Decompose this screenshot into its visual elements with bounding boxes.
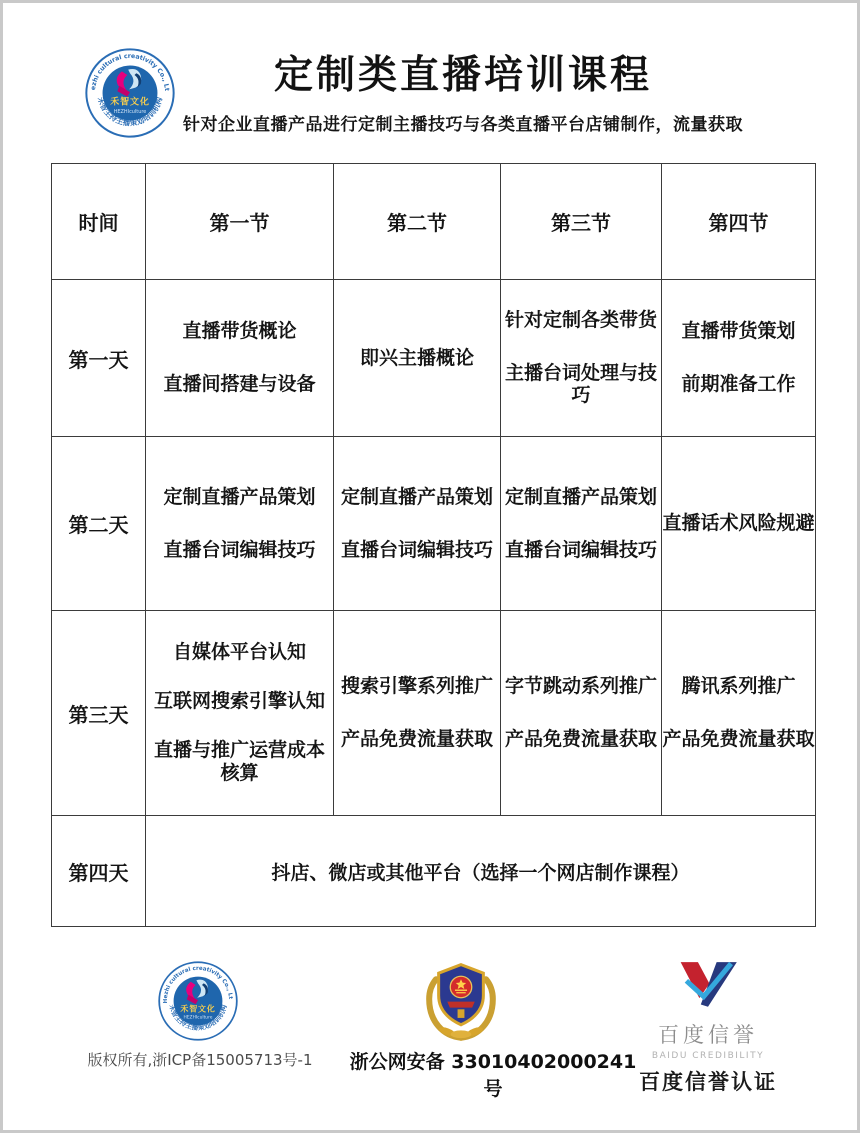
baidu-cert-label: 百度信誉认证 bbox=[639, 1070, 777, 1094]
course-cell bbox=[501, 280, 662, 437]
course-cell bbox=[146, 280, 334, 437]
col-header-session2: 第二节 bbox=[334, 164, 501, 280]
day-label: 第四天 bbox=[52, 816, 146, 927]
table-row bbox=[52, 280, 816, 437]
page-subtitle: 针对企业直播产品进行定制主播技巧与各类直播平台店铺制作，流量获取 bbox=[183, 114, 743, 135]
course-line: 腾讯系列推广 bbox=[681, 675, 796, 698]
course-line: 产品免费流量获取 bbox=[504, 728, 657, 750]
police-record-link[interactable]: 浙公网安备 33010402000241号 bbox=[349, 1051, 637, 1100]
course-line: 前期准备工作 bbox=[681, 373, 796, 395]
header bbox=[63, 55, 860, 135]
copyright-text: 版权所有,浙ICP备15005713号-1 bbox=[87, 1051, 313, 1069]
course-line: 直播台词编辑技巧 bbox=[163, 538, 316, 561]
course-line: 直播话术风险规避 bbox=[662, 512, 815, 535]
course-line: 直播台词编辑技巧 bbox=[504, 538, 657, 561]
baidu-v-icon bbox=[672, 959, 744, 1017]
course-line: 定制直播产品策划 bbox=[340, 485, 493, 508]
course-cell-merged: 抖店、微店或其他平台（选择一个网店制作课程） bbox=[146, 816, 816, 927]
course-line: 针对定制各类带货 bbox=[504, 308, 657, 331]
course-cell bbox=[662, 280, 816, 437]
baidu-credibility-en: BAIDU CREDIBILITY bbox=[651, 1051, 765, 1061]
course-schedule-table bbox=[51, 163, 816, 927]
day-label: 第一天 bbox=[52, 280, 146, 437]
course-line: 定制直播产品策划 bbox=[504, 485, 657, 508]
course-line: 互联网搜索引擎认知 bbox=[153, 690, 325, 713]
course-cell bbox=[334, 611, 501, 816]
police-badge-icon[interactable] bbox=[418, 956, 504, 1042]
course-line: 直播台词编辑技巧 bbox=[340, 538, 493, 561]
course-line: 字节跳动系列推广 bbox=[504, 675, 657, 698]
page-title: 定制类直播培训课程 bbox=[273, 53, 652, 98]
col-header-time: 时间 bbox=[52, 164, 146, 280]
course-line: 直播带货概论 bbox=[182, 320, 297, 343]
table-row bbox=[52, 611, 816, 816]
col-header-session3: 第三节 bbox=[501, 164, 662, 280]
course-cell bbox=[146, 437, 334, 611]
course-cell bbox=[146, 611, 334, 816]
table-header-row bbox=[52, 164, 816, 280]
course-line: 产品免费流量获取 bbox=[340, 728, 493, 750]
course-line: 直播与推广运营成本核算 bbox=[153, 739, 325, 784]
course-line: 主播台词处理与技巧 bbox=[504, 361, 657, 407]
course-cell bbox=[662, 611, 816, 816]
course-cell bbox=[334, 437, 501, 611]
course-line: 搜索引擎系列推广 bbox=[340, 675, 493, 698]
day-label: 第三天 bbox=[52, 611, 146, 816]
table-row bbox=[52, 816, 816, 927]
table-row bbox=[52, 437, 816, 611]
course-line: 直播间搭建与设备 bbox=[163, 373, 316, 395]
col-header-session1: 第一节 bbox=[146, 164, 334, 280]
course-cell bbox=[501, 437, 662, 611]
course-line: 即兴主播概论 bbox=[359, 346, 474, 369]
baidu-credibility-badge[interactable] bbox=[628, 959, 788, 1096]
col-header-session4: 第四节 bbox=[662, 164, 816, 280]
course-line: 定制直播产品策划 bbox=[163, 485, 316, 508]
course-line: 产品免费流量获取 bbox=[662, 728, 815, 750]
course-line: 直播带货策划 bbox=[681, 320, 796, 343]
hezhi-logo-small bbox=[158, 961, 238, 1041]
baidu-credibility-cn: 百度信誉 bbox=[658, 1023, 758, 1047]
course-line: 自媒体平台认知 bbox=[172, 641, 306, 664]
day-label: 第二天 bbox=[52, 437, 146, 611]
course-cell bbox=[334, 280, 501, 437]
course-cell bbox=[501, 611, 662, 816]
course-cell bbox=[662, 437, 816, 611]
